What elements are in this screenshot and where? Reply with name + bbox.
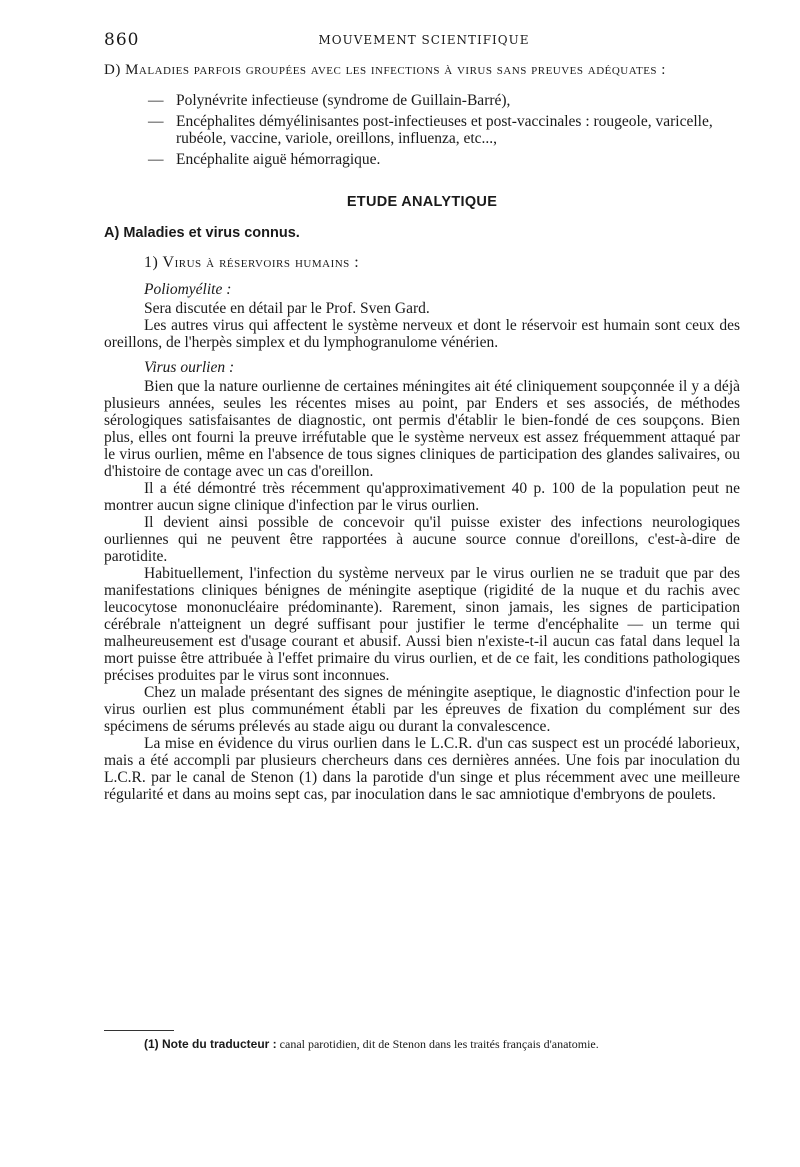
etude-title: ETUDE ANALYTIQUE xyxy=(346,194,498,210)
running-title: MOUVEMENT SCIENTIFIQUE xyxy=(318,33,530,47)
footnote-divider xyxy=(104,1030,174,1031)
section-d-heading: Maladies parfois groupées avec les infections à virus sans preuves adéquates : xyxy=(125,62,666,78)
polio-heading: Poliomyélite : xyxy=(144,281,232,298)
paragraph: Il devient ainsi possible de concevoir qu'il puisse exister des infections neurologiques ourliennes qui ne peuvent être rapportées à aucune source connue d'oreillons, c'est-à-dire de parotidite. xyxy=(104,514,740,565)
paragraph: Sera discutée en détail par le Prof. Sven Gard. xyxy=(144,300,430,317)
section-a-heading: A) Maladies et virus connus. xyxy=(104,225,300,241)
footnote-text: canal parotidien, dit de Stenon dans les traités français d'anatomie. xyxy=(279,1037,599,1051)
page-number: 860 xyxy=(104,30,140,50)
page-body xyxy=(104,62,740,803)
list-item: — Polynévrite infectieuse (syndrome de Guillain-Barré), xyxy=(148,92,740,109)
section-d-label: D) xyxy=(104,62,121,78)
paragraph: La mise en évidence du virus ourlien dans le L.C.R. d'un cas suspect est un procédé laborieux, mais a été accompli par plusieurs chercheurs dans ces dernières années. Une fois par inoculation du L.C.R. par le canal de Stenon (1) dans la parotide d'un singe et plus récemment avec une meilleure régularité et dans au moins sept cas, par inoculation dans le sac amniotique d'embryons de poulets. xyxy=(104,735,740,803)
footnote xyxy=(104,1038,740,1051)
paragraph: Les autres virus qui affectent le système nerveux et dont le réservoir est humain sont ceux des oreillons, de l'herpès simplex et du lymphogranulome vénérien. xyxy=(104,317,740,351)
section-d-list xyxy=(148,92,740,168)
list-item: — Encéphalites démyélinisantes post-infectieuses et post-vaccinales : rougeole, varicelle, rubéole, vaccine, variole, oreillons, influenza, etc..., xyxy=(148,113,740,147)
ourlien-heading: Virus ourlien : xyxy=(144,359,235,376)
section-d-title xyxy=(104,62,666,78)
paragraph: Il a été démontré très récemment qu'approximativement 40 p. 100 de la population peut ne montrer aucun signe clinique d'infection par le virus ourlien. xyxy=(104,480,740,514)
list-item: — Encéphalite aiguë hémorragique. xyxy=(148,151,740,168)
paragraph: Chez un malade présentant des signes de méningite aseptique, le diagnostic d'infection pour le virus ourlien est plus communément établi par les épreuves de fixation du complément sur des spécimens de sérums prélevés au stade aigu ou durant la convalescence. xyxy=(104,684,740,735)
footnote-label: (1) Note du traducteur : xyxy=(144,1037,277,1051)
subsection-1-heading: 1) Virus à réservoirs humains : xyxy=(144,254,360,271)
paragraph: Habituellement, l'infection du système nerveux par le virus ourlien ne se traduit que par des manifestations cliniques bénignes de méningite aseptique (rigidité de la nuque et du rachis avec leucocytose mononucléaire prédominante). Rarement, sinon jamais, les signes de participation cérébrale n'atteignent un degré suffisant pour justifier le terme d'encéphalite — un terme qui malheureusement est d'usage courant et abusif. Aussi bien n'existe-t-il aucun cas fatal dans lequel la mort puisse être attribuée à l'effet primaire du virus ourlien, et de ce fait, les conditions pathologiques précises produites par le virus sont inconnues. xyxy=(104,565,740,684)
paragraph: Bien que la nature ourlienne de certaines méningites ait été cliniquement soupçonnée il y a déjà plusieurs années, seules les récentes mises au point, par Enders et ses associés, de méthodes sérologiques satisfaisantes de diagnostic, ont permis d'établir le bien-fondé de ces soupçons. Bien plus, elles ont fourni la preuve irréfutable que le système nerveux est assez fréquemment attaqué par le virus ourlien, même en l'absence de tous signes cliniques de participation des glandes salivaires, ou d'histoire de contage avec un cas d'oreillon. xyxy=(104,378,740,480)
section-d xyxy=(104,62,740,78)
